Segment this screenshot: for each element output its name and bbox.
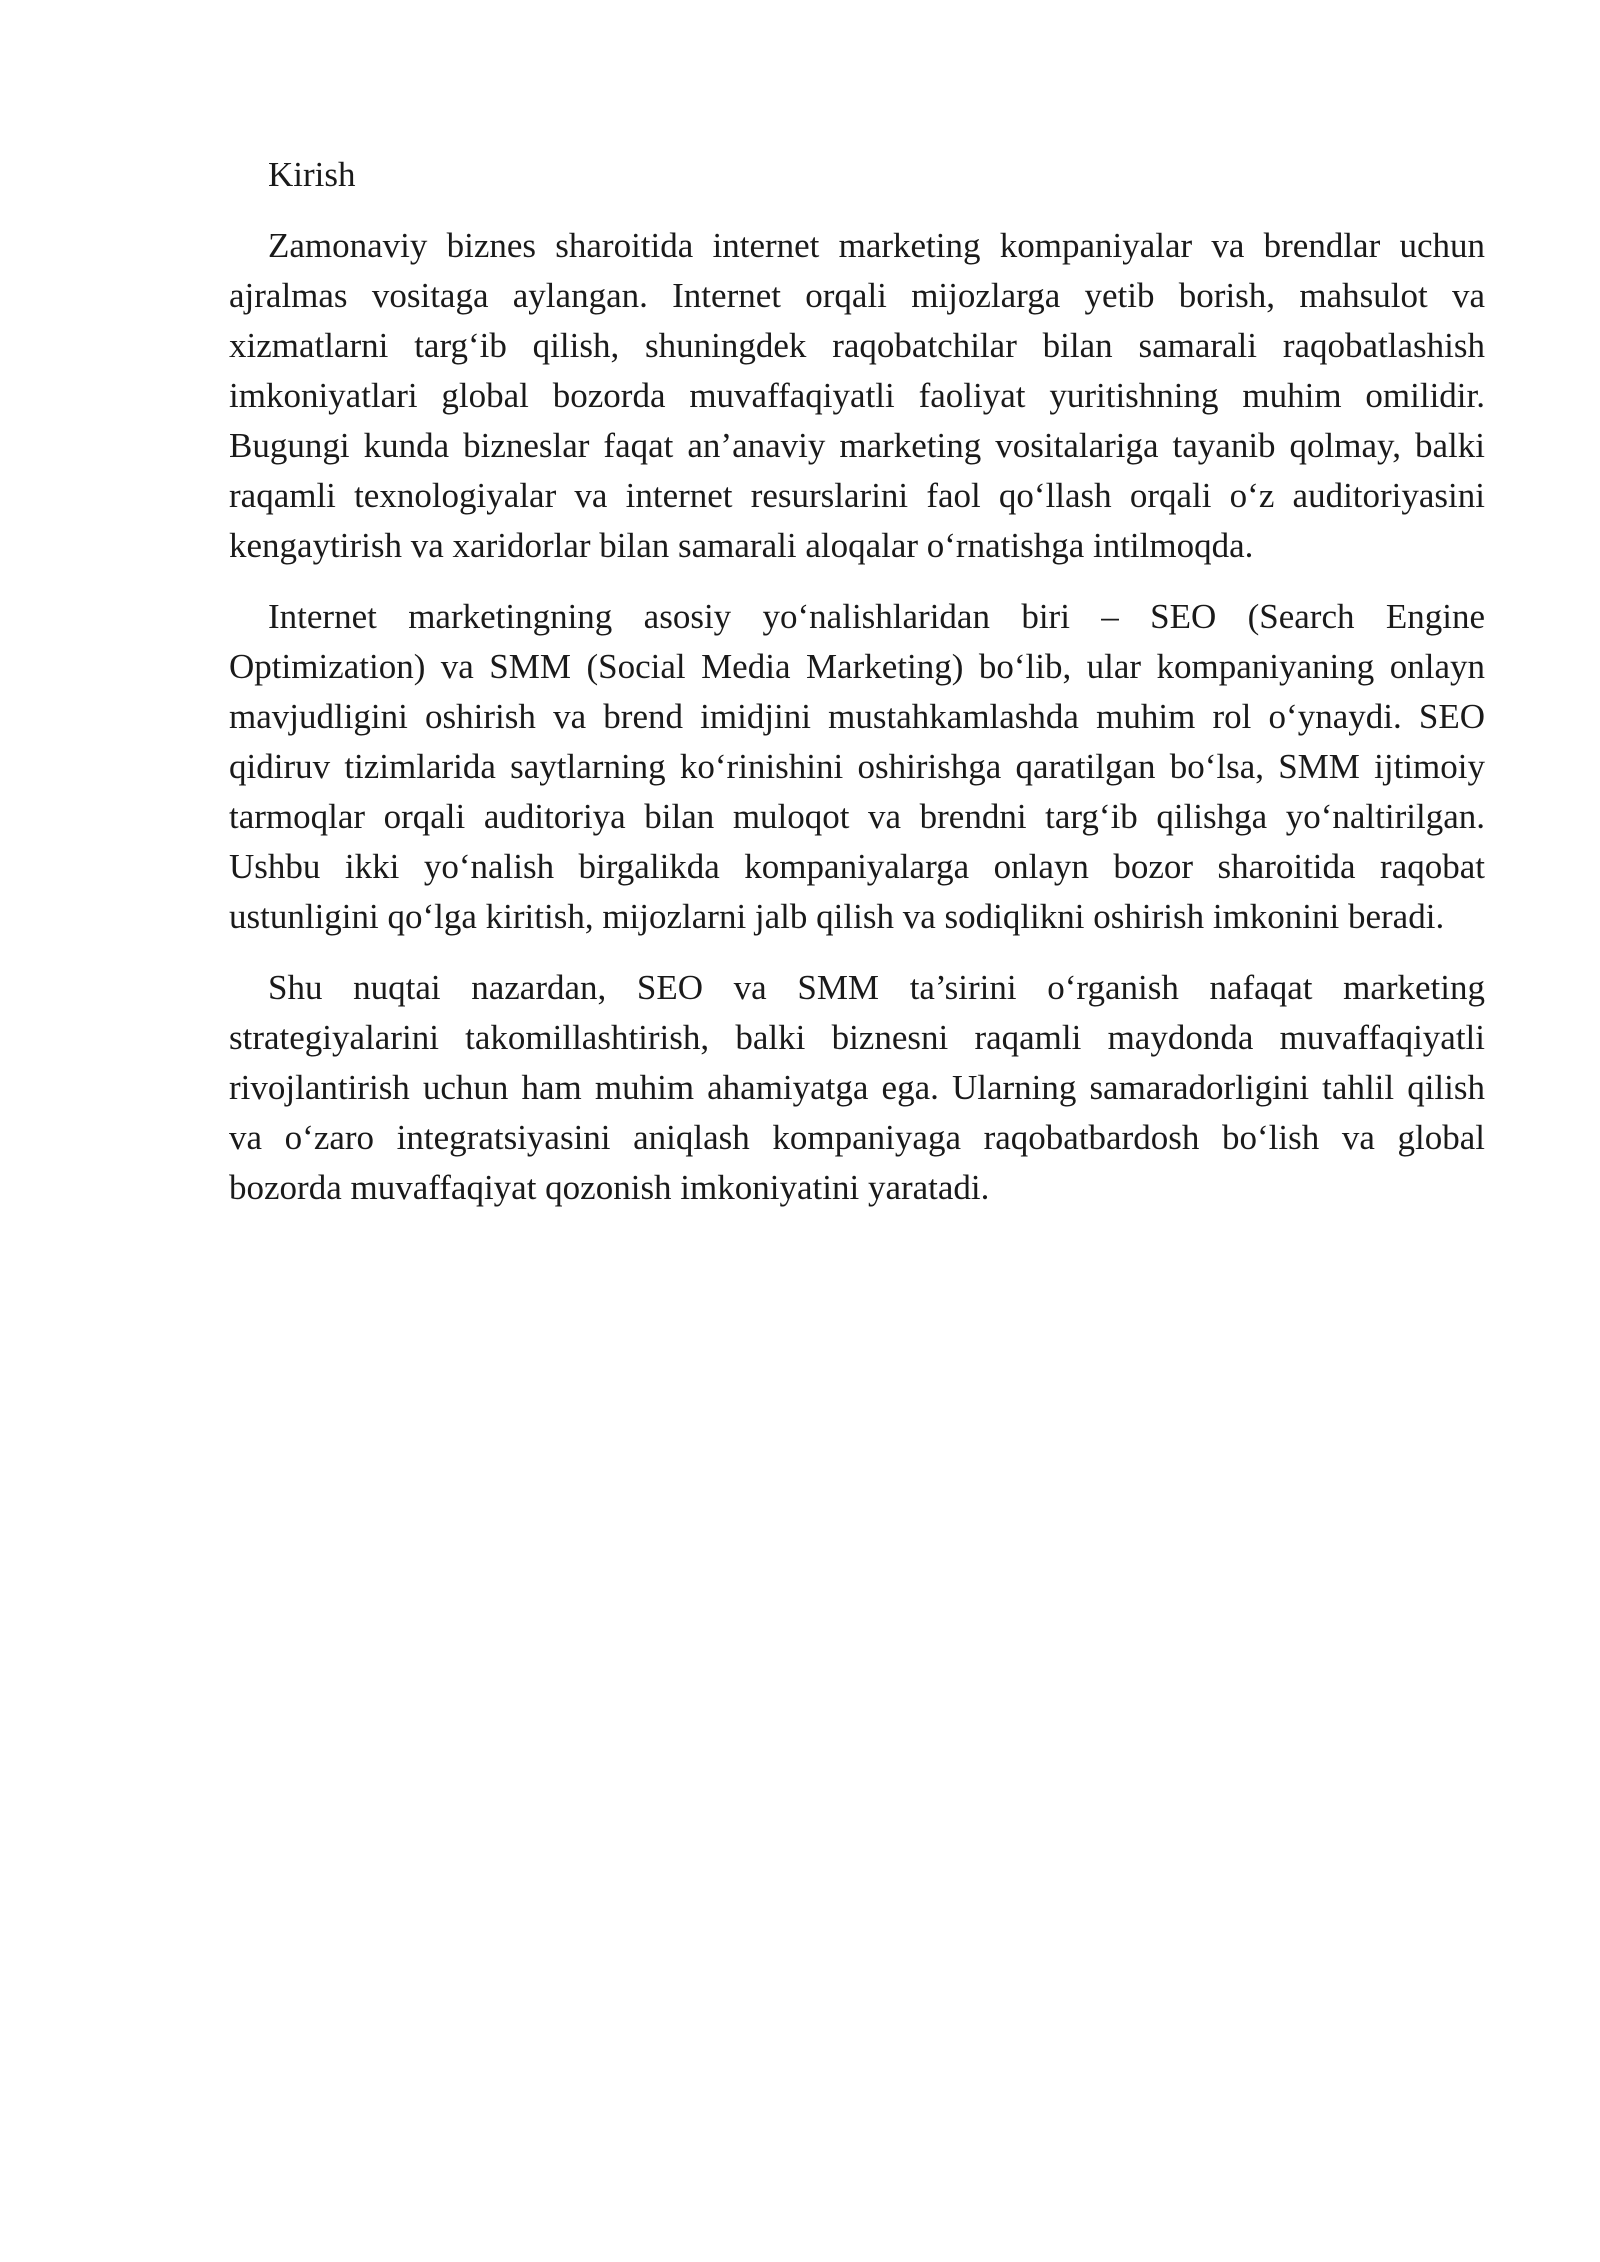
paragraph-conclusion: Shu nuqtai nazardan, SEO va SMM ta’sirini o‘rganish nafaqat marketing strategiyalarini takomillashtirish, balki biznesni raqamli maydonda muvaffaqiyatli rivojlantirish uchun ham muhim ahamiyatga ega. Ularning samaradorligini tahlil qilish va o‘zaro integratsiyasini aniqlash kompaniyaga raqobatbardosh bo‘lish va global bozorda muvaffaqiyat qozonish imkoniyatini yaratadi. xyxy=(229,968,1485,1207)
section-heading: Kirish xyxy=(268,155,356,194)
paragraph-intro: Zamonaviy biznes sharoitida internet marketing kompaniyalar va brendlar uchun ajralmas vositaga aylangan. Internet orqali mijozlarga yetib borish, mahsulot va xizmatlarni targ‘ib qilish, shuningdek raqobatchilar bilan samarali raqobatlashish imkoniyatlari global bozorda muvaffaqiyatli faoliyat yuritishning muhim omilidir. Bugungi kunda bizneslar faqat an’anaviy marketing vositalariga tayanib qolmay, balki raqamli texnologiyalar va internet resurslarini faol qo‘llash orqali o‘z auditoriyasini kengaytirish va xaridorlar bilan samarali aloqalar o‘rnatishga intilmoqda. xyxy=(229,226,1485,565)
document-body xyxy=(229,150,1485,1234)
paragraph-seo-smm: Internet marketingning asosiy yo‘nalishlaridan biri – SEO (Search Engine Optimization) va SMM (Social Media Marketing) bo‘lib, ular kompaniyaning onlayn mavjudligini oshirish va brend imidjini mustahkamlashda muhim rol o‘ynaydi. SEO qidiruv tizimlarida saytlarning ko‘rinishini oshirishga qaratilgan bo‘lsa, SMM ijtimoiy tarmoqlar orqali auditoriya bilan muloqot va brendni targ‘ib qilishga yo‘naltirilgan. Ushbu ikki yo‘nalish birgalikda kompaniyalarga onlayn bozor sharoitida raqobat ustunligini qo‘lga kiritish, mijozlarni jalb qilish va sodiqlikni oshirish imkonini beradi. xyxy=(229,597,1485,936)
